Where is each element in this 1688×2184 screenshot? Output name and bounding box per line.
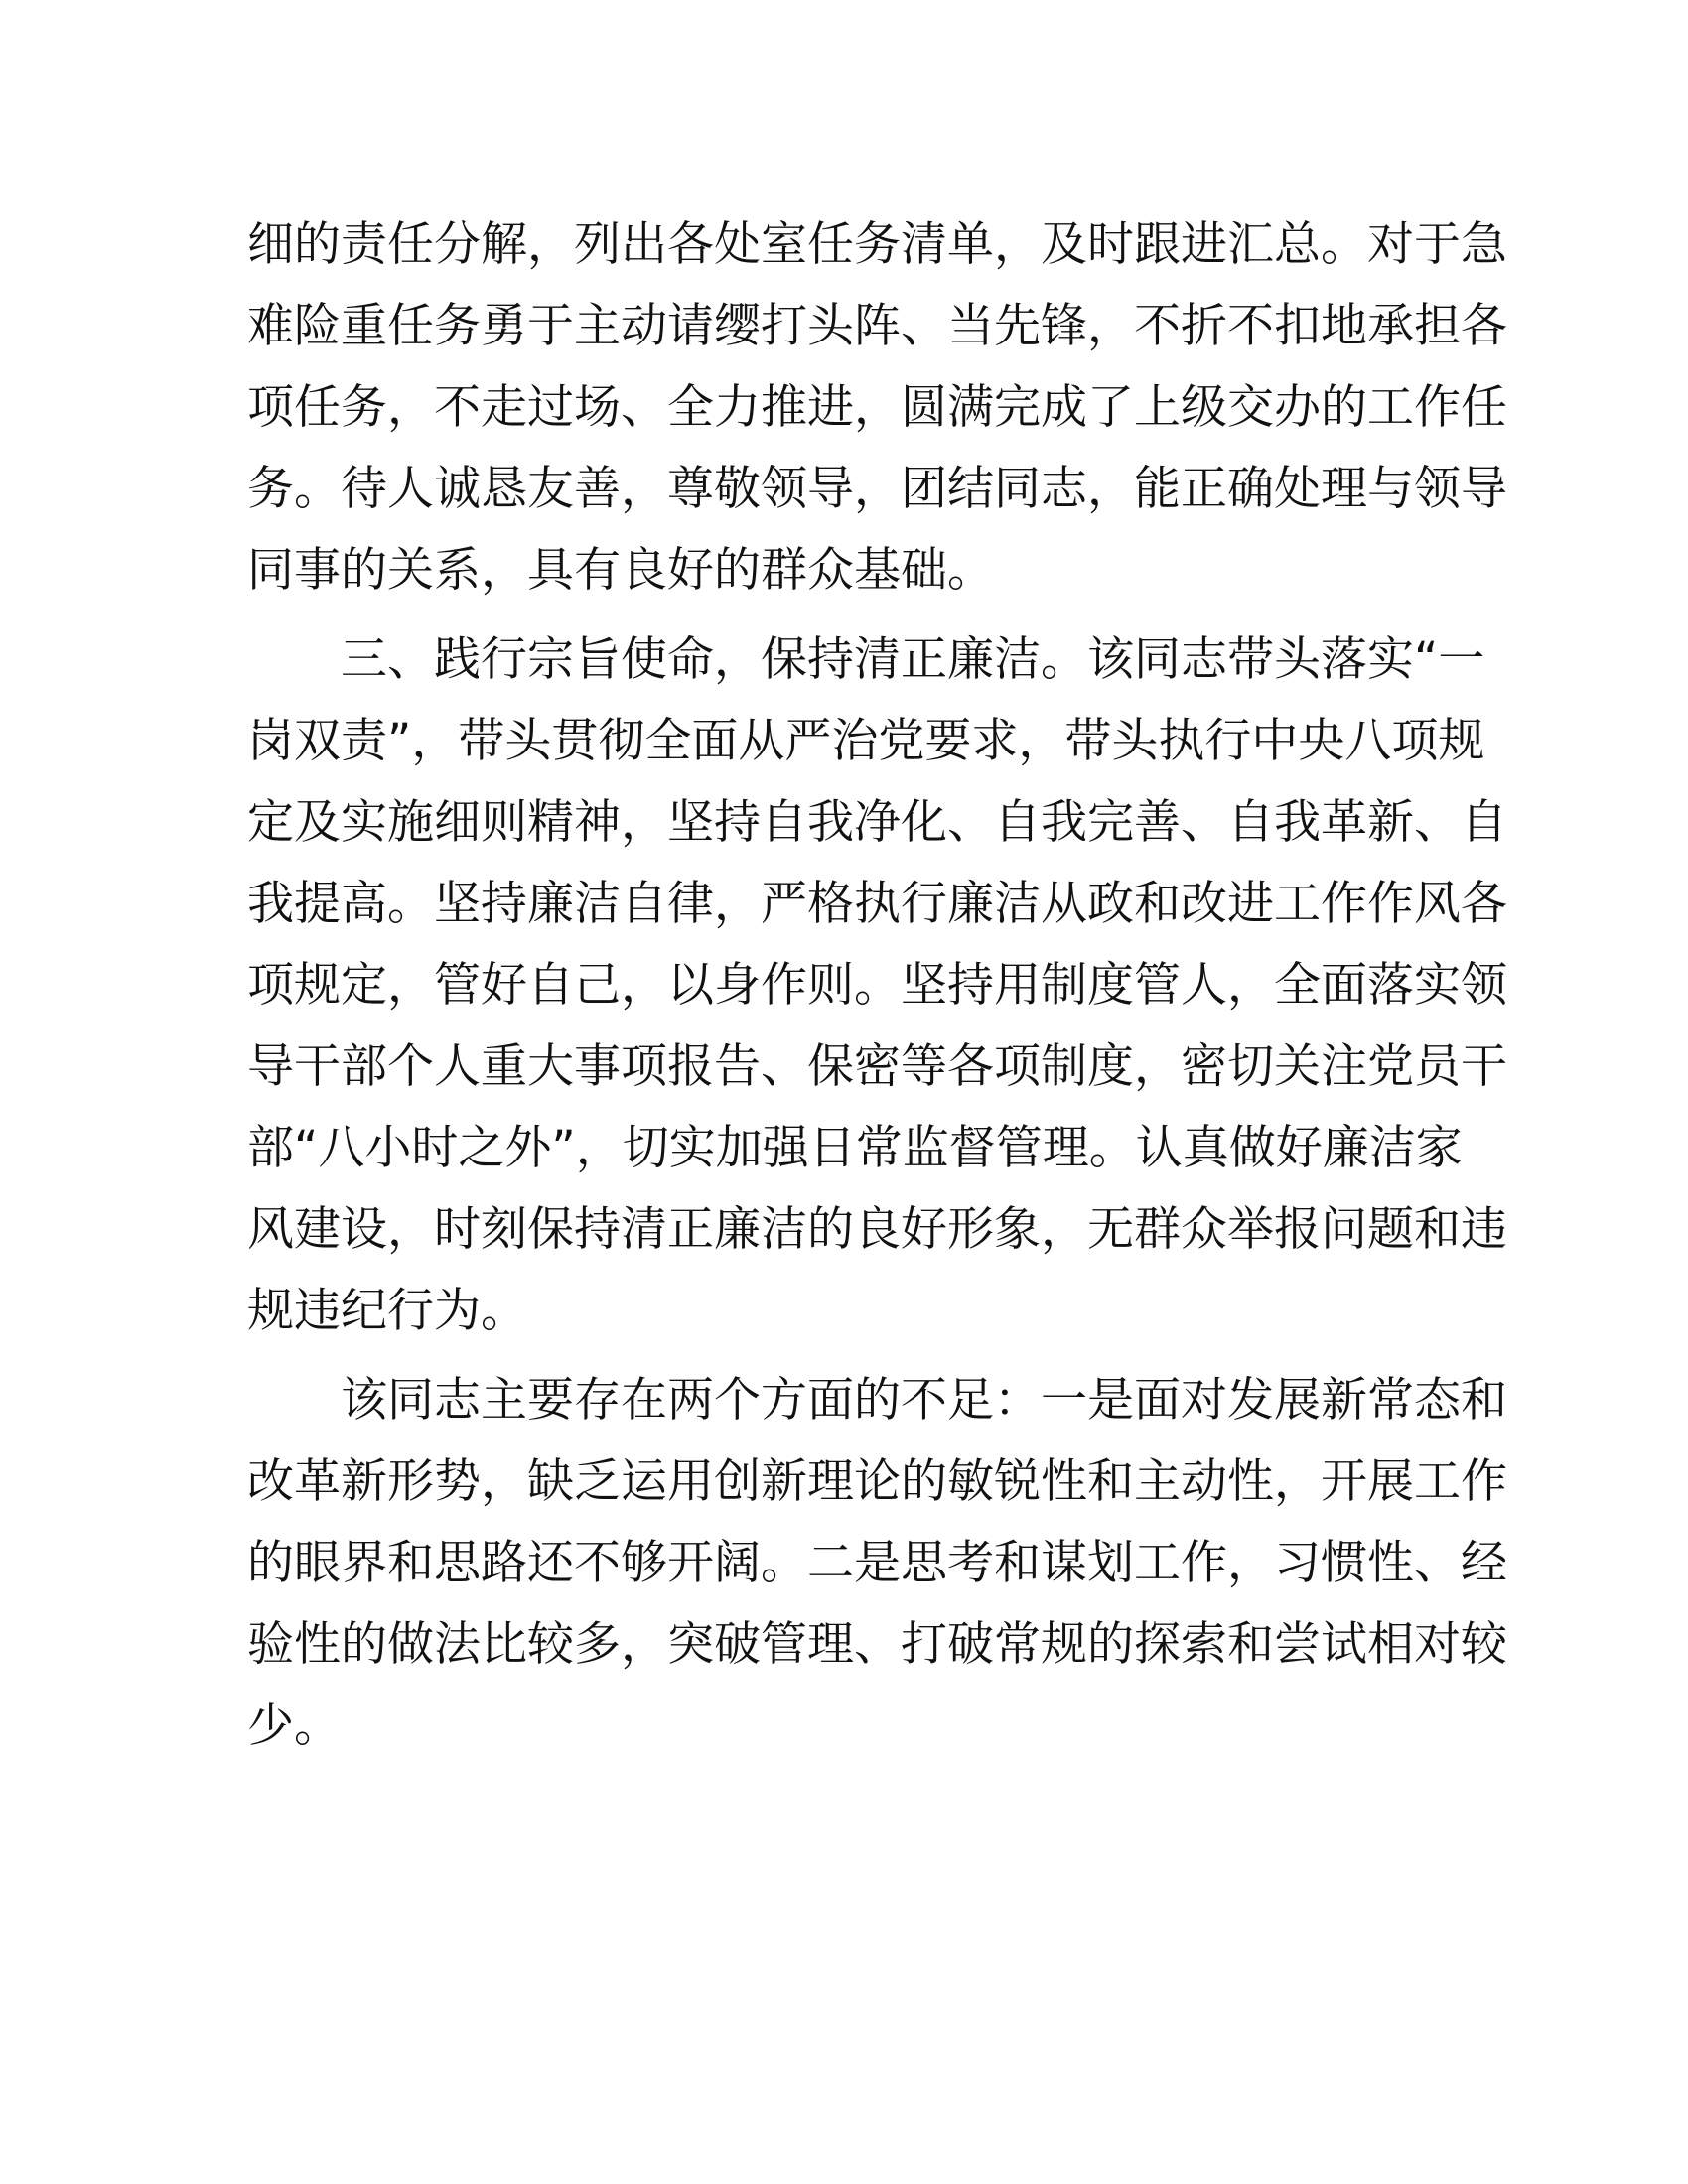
text-line: 务。待人诚恳友善，尊敬领导，团结同志，能正确处理与领导 — [247, 462, 1507, 516]
text-line: 我提高。坚持廉洁自律，严格执行廉洁从政和改进工作作风各 — [247, 877, 1507, 931]
text-line: 风建设，时刻保持清正廉洁的良好形象，无群众举报问题和违 — [247, 1202, 1507, 1257]
text-line: 少。 — [247, 1699, 341, 1753]
text-line: 验性的做法比较多，突破管理、打破常规的探索和尝试相对较 — [247, 1617, 1507, 1672]
text-line: 三、践行宗旨使命，保持清正廉洁。该同志带头落实“一 — [341, 632, 1485, 687]
text-line: 定及实施细则精神，坚持自我净化、自我完善、自我革新、自 — [247, 795, 1507, 850]
text-line: 导干部个人重大事项报告、保密等各项制度，密切关注党员干 — [247, 1039, 1507, 1094]
text-line: 项任务，不走过场、全力推进，圆满完成了上级交办的工作任 — [247, 380, 1507, 435]
text-line: 改革新形势，缺乏运用创新理论的敏锐性和主动性，开展工作 — [247, 1454, 1507, 1509]
text-line: 细的责任分解，列出各处室任务清单，及时跟进汇总。对于急 — [247, 217, 1507, 272]
paragraph-1 — [247, 205, 1507, 612]
text-line: 项规定，管好自己，以身作则。坚持用制度管人，全面落实领 — [247, 958, 1507, 1013]
text-line: 部“八小时之外”，切实加强日常监督管理。认真做好廉洁家 — [247, 1121, 1463, 1175]
text-line: 该同志主要存在两个方面的不足：一是面对发展新常态和 — [341, 1373, 1507, 1428]
document-body — [247, 205, 1507, 1775]
text-line: 同事的关系，具有良好的群众基础。 — [247, 543, 994, 598]
text-line: 规违纪行为。 — [247, 1284, 527, 1338]
text-line: 的眼界和思路还不够开阔。二是思考和谋划工作，习惯性、经 — [247, 1536, 1507, 1590]
text-line: 岗双责”，带头贯彻全面从严治党要求，带头执行中央八项规 — [247, 714, 1485, 768]
text-line: 难险重任务勇于主动请缨打头阵、当先锋，不折不扣地承担各 — [247, 299, 1507, 353]
paragraph-3 — [247, 1360, 1507, 1767]
paragraph-2 — [247, 619, 1507, 1352]
